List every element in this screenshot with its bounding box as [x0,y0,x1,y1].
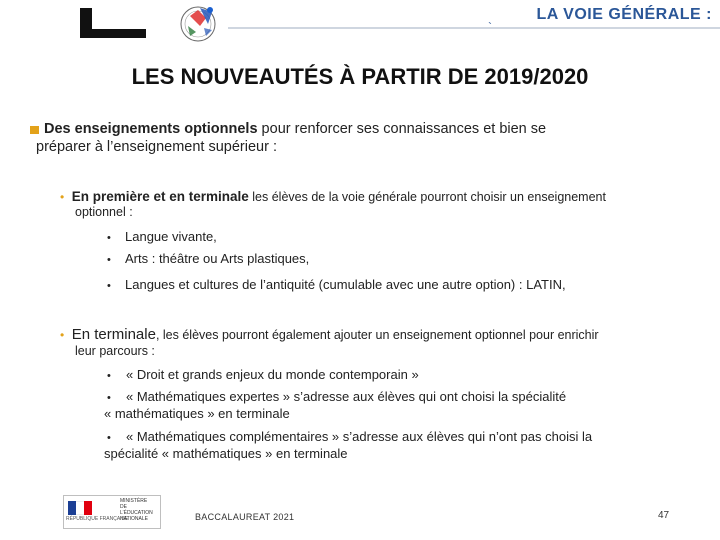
terminale-line2: leur parcours : [75,344,155,358]
list-item-continuation: « mathématiques » en terminale [104,406,290,421]
premiere-bold: En première et en terminale [71,189,249,204]
terminale-bullet: • [60,328,65,342]
list-item [107,276,111,295]
list-item [107,250,111,269]
premiere-paragraph [60,187,700,207]
french-flag-icon [68,501,92,515]
republique-text: RÉPUBLIQUE FRANÇAISE [66,516,129,522]
school-logo-icon [176,2,224,44]
header-tick: ` [488,20,492,34]
list-bullet: • [107,280,111,292]
intro-bold: Des enseignements optionnels [44,121,258,137]
page-number: 47 [658,510,670,521]
ministry-name [120,498,160,522]
list-item-text: « Droit et grands enjeux du monde contemporain » [126,367,419,382]
terminale-rest: , les élèves pourront également ajouter un enseignement optionnel pour enrichir [155,328,599,342]
terminale-bold: En terminale [71,326,156,343]
header-divider [228,27,720,29]
list-item-text: Langue vivante, [125,229,217,244]
list-bullet: • [107,254,111,266]
ministry-line: DE L’ÉDUCATION [120,504,153,516]
list-item-text: « Mathématiques expertes » s’adresse aux élèves qui ont choisi la spécialité [126,389,567,404]
ministry-line: NATIONALE [120,516,148,522]
intro-rest: pour renforcer ses connaissances et bien se [257,121,547,137]
intro-paragraph [44,120,694,139]
intro-line2: préparer à l’enseignement supérieur : [36,139,277,155]
list-item-continuation: spécialité « mathématiques » en terminale [104,446,348,461]
list-item [107,228,111,247]
list-bullet: • [107,232,111,244]
page-title: LES NOUVEAUTÉS À PARTIR DE 2019/2020 [131,64,589,89]
ministry-line: MINISTÈRE [120,498,148,504]
footer-center-text: BACCALAUREAT 2021 [195,512,295,522]
list-bullet: • [107,370,111,382]
bullet-square-icon [30,126,39,134]
list-item [107,366,111,385]
section-title: LA VOIE GÉNÉRALE : [536,6,712,23]
list-item-text: Arts : théâtre ou Arts plastiques, [125,251,310,266]
list-item-text: « Mathématiques complémentaires » s’adresse aux élèves qui n’ont pas choisi la [126,429,593,444]
premiere-line2: optionnel : [75,205,133,219]
list-item-text: Langues et cultures de l’antiquité (cumulable avec une autre option) : LATIN, [125,277,566,292]
premiere-rest: les élèves de la voie générale pourront choisir un enseignement [248,190,606,204]
list-bullet: • [107,392,111,404]
corner-bracket-horizontal [80,29,146,38]
list-bullet: • [107,432,111,444]
terminale-paragraph [60,325,700,345]
premiere-bullet: • [60,190,65,204]
